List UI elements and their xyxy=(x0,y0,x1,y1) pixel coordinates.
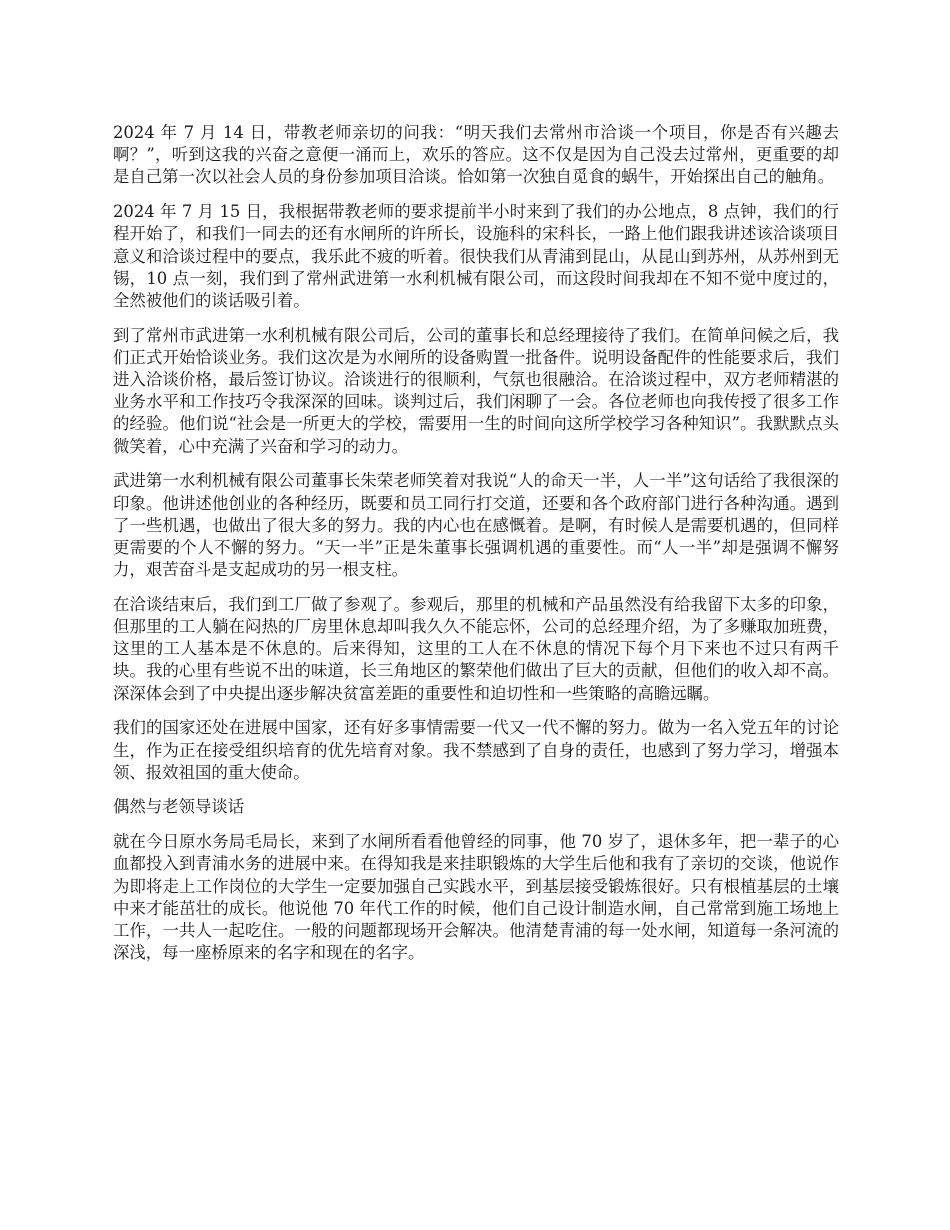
paragraph-5: 在洽谈结束后，我们到工厂做了参观了。参观后，那里的机械和产品虽然没有给我留下太多的印象，但那里的工人躺在闷热的厂房里休息却叫我久久不能忘怀，公司的总经理介绍，为了多赚取加班费，这里的工人基本是不休息的。后来得知，这里的工人在不休息的情况下每个月下来也不过只有两千块。我的心里有些说不出的味道，长三角地区的繁荣他们做出了巨大的贡献，但他们的收入却不高。深深体会到了中央提出逐步解决贫富差距的重要性和迫切性和一些策略的高瞻远瞩。 xyxy=(113,594,839,703)
paragraph-4: 武进第一水利机械有限公司董事长朱荣老师笑着对我说“人的命天一半，人一半”这句话给了我很深的印象。他讲述他创业的各种经历，既要和员工同行打交道，还要和各个政府部门进行各种沟通。遇到了一些机遇，也做出了很大多的努力。我的内心也在感慨着。是啊，有时候人是需要机遇的，但同样更需要的个人不懈的努力。“天一半”正是朱董事长强调机遇的重要性。而“人一半”却是强调不懈努力，艰苦奋斗是支起成功的另一根支柱。 xyxy=(113,471,839,580)
paragraph-1: 2024 年 7 月 14 日，带教老师亲切的问我：“明天我们去常州市洽谈一个项目，你是否有兴趣去啊？”，听到这我的兴奋之意便一涌而上，欢乐的答应。这不仅是因为自己没去过常州，更重要的却是自己第一次以社会人员的身份参加项目洽谈。恰如第一次独自觅食的蜗牛，开始探出自己的触角。 xyxy=(113,123,839,187)
document-body xyxy=(113,122,839,977)
section-heading: 偶然与老领导谈话 xyxy=(113,797,245,817)
paragraph-6: 我们的国家还处在进展中国家，还有好多事情需要一代又一代不懈的努力。做为一名入党五年的讨论生，作为正在接受组织培育的优先培育对象。我不禁感到了自身的责任，也感到了努力学习，增强本领、报效祖国的重大使命。 xyxy=(113,718,839,782)
paragraph-3: 到了常州市武进第一水利机械有限公司后，公司的董事长和总经理接待了我们。在简单问候之后，我们正式开始恰谈业务。我们这次是为水闸所的设备购置一批备件。说明设备配件的性能要求后，我们进入洽谈价格，最后签订协议。洽谈进行的很顺利，气氛也很融洽。在洽谈过程中，双方老师精湛的业务水平和工作技巧令我深深的回味。谈判过后，我们闲聊了一会。各位老师也向我传授了很多工作的经验。他们说“社会是一所更大的学校，需要用一生的时间向这所学校学习各种知识”。我默默点头微笑着，心中充满了兴奋和学习的动力。 xyxy=(113,325,839,456)
paragraph-2: 2024 年 7 月 15 日，我根据带教老师的要求提前半小时来到了我们的办公地点，8 点钟，我们的行程开始了，和我们一同去的还有水闸所的许所长，设施科的宋科长，一路上他们跟我讲述该洽谈项目意义和洽谈过程中的要点，我乐此不疲的听着。很快我们从青浦到昆山，从昆山到苏州，从苏州到无锡，10 点一刻，我们到了常州武进第一水利机械有限公司，而这段时间我却在不知不觉中度过的，全然被他们的谈话吸引着。 xyxy=(113,202,839,310)
paragraph-7: 就在今日原水务局毛局长，来到了水闸所看看他曾经的同事，他 70 岁了，退休多年，把一辈子的心血都投入到青浦水务的进展中来。在得知我是来挂职锻炼的大学生后他和我有了亲切的交谈，他说作为即将走上工作岗位的大学生一定要加强自己实践水平，到基层接受锻炼很好。只有根植基层的土壤中来才能茁壮的成长。他说他 70 年代工作的时候，他们自己设计制造水闸，自己常常到施工场地上工作，一共人一起吃住。一般的问题都现场开会解决。他清楚青浦的每一处水闸，知道每一条河流的深浅，每一座桥原来的名字和现在的名字。 xyxy=(113,832,839,963)
